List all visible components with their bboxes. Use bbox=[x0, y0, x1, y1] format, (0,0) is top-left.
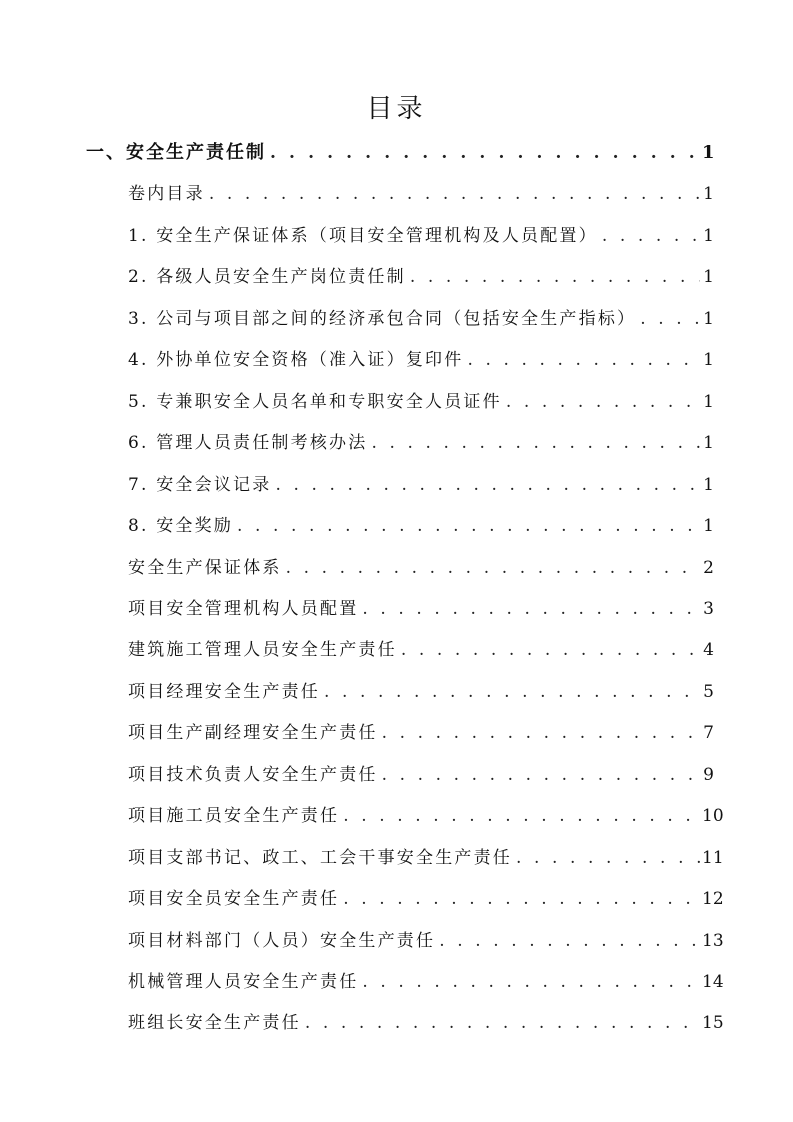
toc-section-heading bbox=[86, 140, 714, 166]
dot-leader bbox=[371, 430, 700, 456]
dot-leader bbox=[343, 803, 700, 829]
toc-page-number: 1 bbox=[703, 433, 714, 453]
dot-leader bbox=[410, 264, 700, 290]
dot-leader bbox=[362, 969, 700, 995]
toc-page-number: 1 bbox=[703, 475, 714, 495]
toc-page-number: 10 bbox=[702, 806, 724, 826]
toc-page-number: 12 bbox=[702, 889, 724, 909]
toc-entry-title: 项目支部书记、政工、工会干事安全生产责任 bbox=[128, 848, 512, 868]
toc-entry bbox=[128, 347, 714, 373]
toc-entry-title: 7. 安全会议记录 bbox=[128, 475, 272, 495]
toc-entry bbox=[128, 223, 714, 249]
dot-leader bbox=[324, 679, 700, 705]
toc-page-number: 9 bbox=[703, 765, 714, 785]
toc-entry-title: 一、安全生产责任制 bbox=[86, 142, 266, 163]
toc-entry bbox=[128, 596, 714, 622]
toc-entry bbox=[128, 886, 724, 912]
toc-entry bbox=[128, 679, 714, 705]
toc-page-number: 14 bbox=[702, 972, 724, 992]
toc-entry-title: 项目安全管理机构人员配置 bbox=[128, 599, 359, 619]
toc-entry-title: 4. 外协单位安全资格（准入证）复印件 bbox=[128, 350, 464, 370]
toc-page-number: 1 bbox=[703, 184, 714, 204]
toc-entry bbox=[128, 181, 714, 207]
toc-entry-title: 项目材料部门（人员）安全生产责任 bbox=[128, 931, 436, 951]
toc-entry bbox=[128, 306, 714, 332]
toc-page-number: 1 bbox=[703, 267, 714, 287]
dot-leader bbox=[382, 762, 700, 788]
toc-entry bbox=[128, 555, 714, 581]
toc-page-number: 1 bbox=[703, 309, 714, 329]
toc-entry-title: 1. 安全生产保证体系（项目安全管理机构及人员配置） bbox=[128, 226, 598, 246]
toc-entry-title: 8. 安全奖励 bbox=[128, 516, 234, 536]
toc-page-number: 2 bbox=[703, 558, 714, 578]
toc-entry-title: 卷内目录 bbox=[128, 184, 205, 204]
dot-leader bbox=[209, 181, 700, 207]
toc-page-number: 1 bbox=[703, 350, 714, 370]
toc-entry-title: 3. 公司与项目部之间的经济承包合同（包括安全生产指标） bbox=[128, 309, 637, 329]
dot-leader bbox=[602, 223, 700, 249]
toc-entry bbox=[128, 928, 724, 954]
dot-leader bbox=[275, 472, 700, 498]
dot-leader bbox=[286, 555, 700, 581]
toc-page-number: 4 bbox=[703, 640, 714, 660]
dot-leader bbox=[516, 845, 700, 871]
toc-page-number: 1 bbox=[703, 516, 714, 536]
toc-page-number: 13 bbox=[702, 931, 724, 951]
dot-leader bbox=[343, 886, 700, 912]
dot-leader bbox=[382, 720, 700, 746]
toc-page-number: 15 bbox=[702, 1013, 724, 1033]
dot-leader bbox=[401, 637, 700, 663]
toc-entry bbox=[128, 513, 714, 539]
toc-entry bbox=[128, 264, 714, 290]
dot-leader bbox=[237, 513, 700, 539]
toc-entry bbox=[128, 969, 724, 995]
dot-leader bbox=[362, 596, 700, 622]
dot-leader bbox=[467, 347, 700, 373]
toc-page-number: 1 bbox=[703, 392, 714, 412]
toc-entry bbox=[128, 389, 714, 415]
dot-leader bbox=[305, 1010, 700, 1036]
toc-entry-title: 班组长安全生产责任 bbox=[128, 1013, 301, 1033]
dot-leader bbox=[270, 140, 700, 166]
toc-page-number: 11 bbox=[702, 848, 724, 868]
toc-entry bbox=[128, 472, 714, 498]
toc-page-number: 5 bbox=[703, 682, 714, 702]
toc-entry bbox=[128, 1010, 724, 1036]
toc-page-number: 7 bbox=[703, 723, 714, 743]
toc-entry-title: 项目安全员安全生产责任 bbox=[128, 889, 340, 909]
toc-entry bbox=[128, 845, 724, 871]
toc-entry-title: 2. 各级人员安全生产岗位责任制 bbox=[128, 267, 406, 287]
dot-leader bbox=[506, 389, 700, 415]
toc-entry bbox=[128, 430, 714, 456]
toc-page-number: 1 bbox=[703, 226, 714, 246]
toc-entry-title: 6. 管理人员责任制考核办法 bbox=[128, 433, 368, 453]
toc-entry-title: 项目经理安全生产责任 bbox=[128, 682, 320, 702]
toc-entry bbox=[128, 637, 714, 663]
toc-entry-title: 5. 专兼职安全人员名单和专职安全人员证件 bbox=[128, 392, 502, 412]
toc-entry-title: 机械管理人员安全生产责任 bbox=[128, 972, 359, 992]
dot-leader bbox=[640, 306, 700, 332]
toc-entry-title: 项目技术负责人安全生产责任 bbox=[128, 765, 378, 785]
toc-page-number: 3 bbox=[703, 599, 714, 619]
toc-page-number: 1 bbox=[702, 142, 715, 163]
toc-entry bbox=[128, 720, 714, 746]
toc-entry-title: 项目施工员安全生产责任 bbox=[128, 806, 340, 826]
toc-entry-title: 项目生产副经理安全生产责任 bbox=[128, 723, 378, 743]
page-title: 目录 bbox=[366, 94, 427, 124]
dot-leader bbox=[439, 928, 700, 954]
toc-entry bbox=[128, 762, 714, 788]
toc-entry bbox=[128, 803, 724, 829]
toc-entry-title: 建筑施工管理人员安全生产责任 bbox=[128, 640, 397, 660]
toc-entry-title: 安全生产保证体系 bbox=[128, 558, 282, 578]
